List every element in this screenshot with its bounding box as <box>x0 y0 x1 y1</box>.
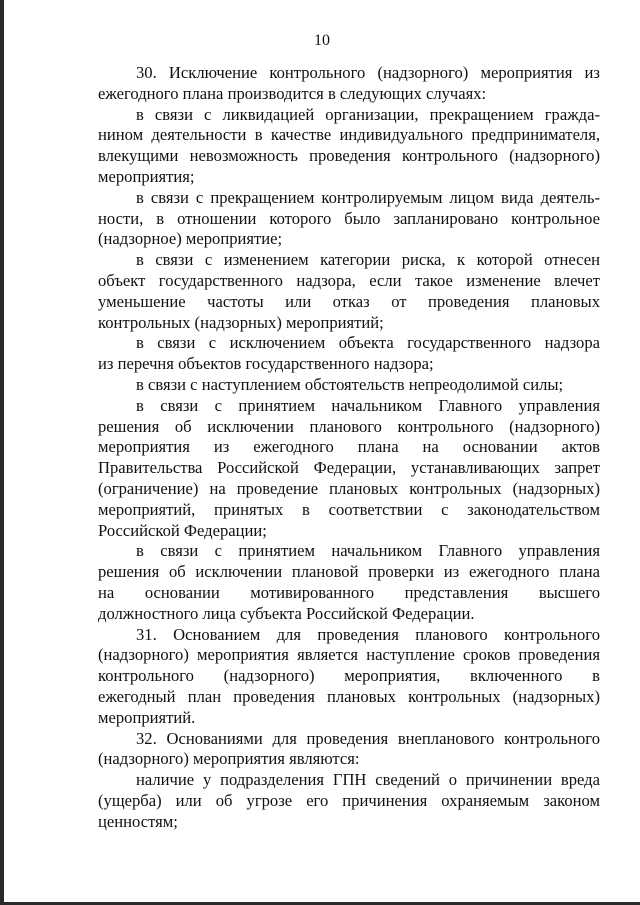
text-line: решения об исключении планового контрольного (надзорного) <box>98 416 600 436</box>
text-line: из перечня объектов государственного надзора; <box>98 354 434 374</box>
text-line: ежегодного плана производится в следующих случаях: <box>98 83 487 103</box>
text-line: влекущими невозможность проведения контрольного (надзорного) <box>98 146 600 166</box>
text-line: в связи с исключением объекта государственного надзора <box>136 333 600 353</box>
text-line: в связи с принятием начальником Главного управления <box>136 395 600 415</box>
text-line: ежегодный план проведения плановых контрольных (надзорных) <box>98 686 600 706</box>
text-line: в связи с наступлением обстоятельств непреодолимой силы; <box>136 374 564 394</box>
text-line: объект государственного надзора, если такое изменение влечет <box>98 270 600 290</box>
text-line: мероприятий. <box>98 707 196 727</box>
document-body <box>98 63 600 832</box>
page-number: 10 <box>314 32 330 49</box>
text-line: в связи с ликвидацией организации, прекращением гражда- <box>136 104 600 124</box>
text-line: Российской Федерации; <box>98 520 267 540</box>
text-line: уменьшение частоты или отказ от проведения плановых <box>98 291 600 311</box>
text-line: (ущерба) или об угрозе его причинения охраняемым законом <box>98 790 600 810</box>
text-line: (надзорного) мероприятия являются: <box>98 749 360 769</box>
text-line: решения об исключении плановой проверки из ежегодного плана <box>98 562 600 582</box>
text-line: ценностям; <box>98 811 178 831</box>
text-line: (надзорное) мероприятие; <box>98 229 283 249</box>
text-line: 32. Основаниями для проведения внепланового контрольного <box>136 728 600 748</box>
text-line: ности, в отношении которого было запланировано контрольное <box>98 208 600 228</box>
text-line: 31. Основанием для проведения планового контрольного <box>136 624 600 644</box>
text-line: наличие у подразделения ГПН сведений о причинении вреда <box>136 770 600 790</box>
text-line: мероприятия из ежегодного плана на основании актов <box>98 437 600 457</box>
text-line: 30. Исключение контрольного (надзорного) мероприятия из <box>136 63 600 82</box>
text-line: в связи с изменением категории риска, к которой отнесен <box>136 250 600 270</box>
text-line: в связи с принятием начальником Главного управления <box>136 541 600 561</box>
text-line: в связи с прекращением контролируемым лицом вида деятель- <box>136 187 600 207</box>
text-line: мероприятий, принятых в соответствии с законодательством <box>98 499 600 519</box>
text-line: на основании мотивированного представления высшего <box>98 582 600 602</box>
text-line: мероприятия; <box>98 166 195 186</box>
text-line: должностного лица субъекта Российской Федерации. <box>98 603 475 623</box>
text-line: контрольного (надзорного) мероприятия, включенного в <box>98 666 600 686</box>
text-line: (надзорного) мероприятия является наступление сроков проведения <box>98 645 600 665</box>
text-line: нином деятельности в качестве индивидуального предпринимателя, <box>98 125 600 145</box>
text-line: контрольных (надзорных) мероприятий; <box>98 312 384 332</box>
text-line: Правительства Российской Федерации, устанавливающих запрет <box>98 458 600 478</box>
text-line: (ограничение) на проведение плановых контрольных (надзорных) <box>98 478 600 498</box>
